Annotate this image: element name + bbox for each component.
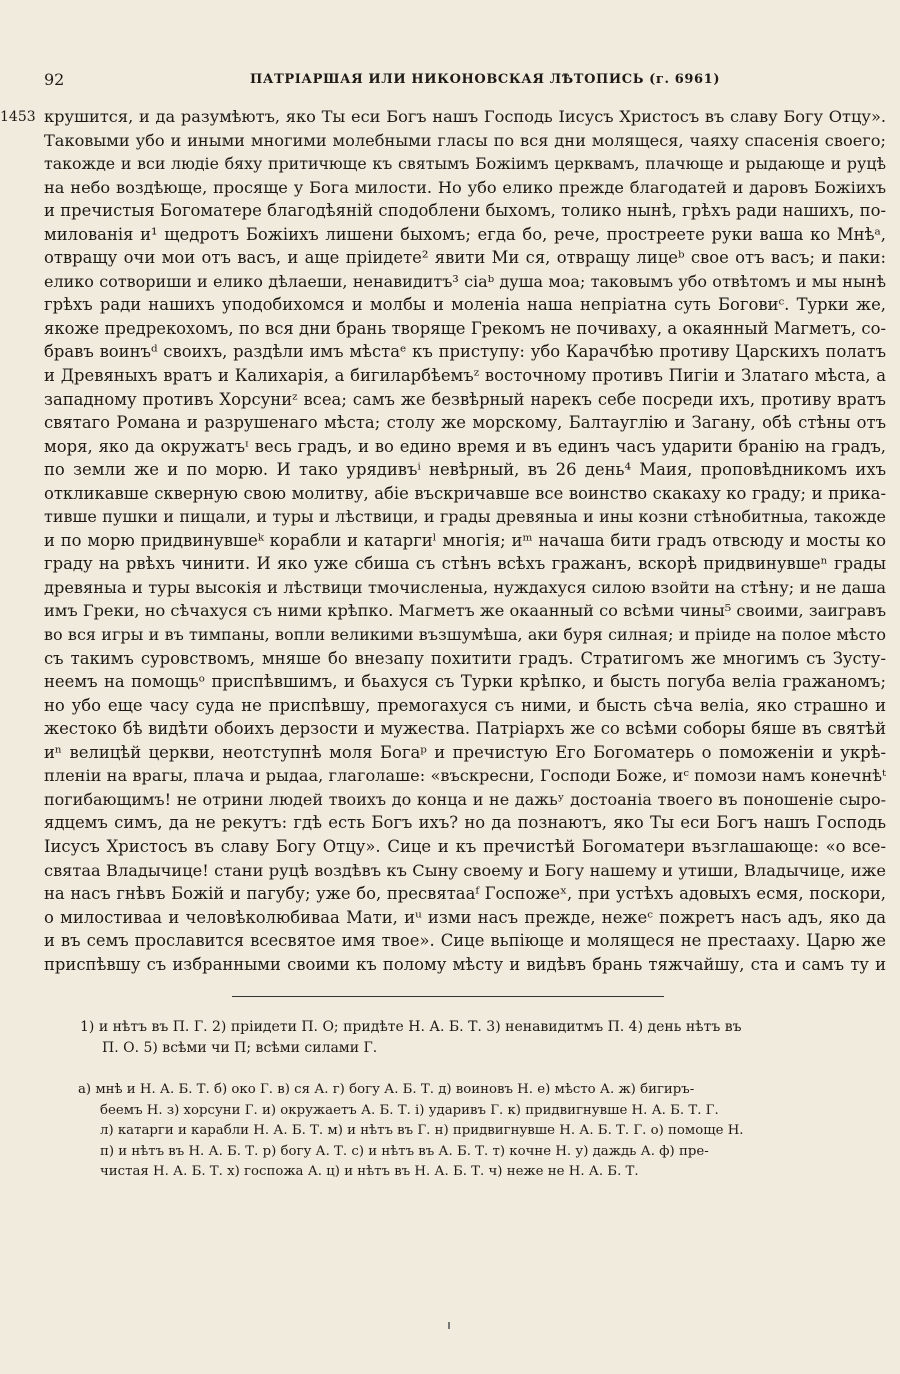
footnote-line: п) и нѣтъ въ Н. А. Б. Т. р) богу А. Т. с) и нѣтъ въ А. Б. Т. т) кочне Н. у) даждь А. ф) пре- xyxy=(100,1143,709,1159)
text-line: съ такимъ суровствомъ, мняше бо внезапу похитити градъ. Стратигомъ же многимъ съ Зусту- xyxy=(44,648,886,668)
lettered-footnotes xyxy=(78,1080,884,1183)
page-mark xyxy=(448,1322,450,1329)
footnote-divider xyxy=(232,996,664,997)
text-line: но убо еще часу суда не приспѣвшу, премогахуся съ ними, и бысть сѣча веліа, яко страшно и xyxy=(44,695,886,715)
text-line: отвращу очи мои отъ васъ, и аще пріидете² явити Ми ся, отвращу лицеᵇ свое отъ васъ; и паки: xyxy=(44,248,886,268)
text-line: неемъ на помощьᵒ приспѣвшимъ, и бьахуся съ Турки крѣпко, и бысть погуба веліа гражаномъ; xyxy=(44,672,886,692)
running-title: ПАТРІАРШАЯ ИЛИ НИКОНОВСКАЯ ЛѢТОПИСЬ (г. 6961) xyxy=(250,72,721,87)
text-line: во вся игры и въ тимпаны, вопли великими възшумѣша, аки буря силная; и пріиде на полое мѣсто xyxy=(44,625,886,645)
text-line: елико сотвориши и елико дѣлаеши, ненавидитъ³ сіаᵇ душа моа; таковымъ убо отвѣтомъ и мы нынѣ xyxy=(44,271,886,291)
text-line: откликавше скверную свою молитву, абіе въскричавше все воинство скакаху ко граду; и прика- xyxy=(44,483,886,503)
footnote-line: чистая Н. А. Б. Т. х) госпожа А. ц) и нѣтъ въ Н. А. Б. Т. ч) неже не Н. А. Б. Т. xyxy=(100,1164,639,1179)
text-line: и пречистыя Богоматере благодѣяній сподоблени быхомъ, толико нынѣ, грѣхъ ради нашихъ, по- xyxy=(44,201,886,221)
footnote-line: л) катарги и карабли Н. А. Б. Т. м) и нѣтъ въ Г. н) придвигнувше Н. А. Б. Т. Г. о) помоще Н. xyxy=(100,1123,744,1138)
text-line: Іисусъ Христосъ въ славу Богу Отцу». Сице и къ пречистѣй Богоматери възглашающе: «о все- xyxy=(44,836,886,856)
text-line: погибающимъ! не отрини людей твоихъ до конца и не дажьʸ достоаніа твоего въ поношеніе сыро- xyxy=(44,789,886,809)
text-line: западному противъ Хорсуниᶻ всеа; самъ же безвѣрный нарекъ себе посреди ихъ, противу вратъ xyxy=(44,389,886,409)
text-line: на насъ гнѣвъ Божій и пагубу; уже бо, пресвятааᶠ Госпожеˣ, при устѣхъ адовыхъ есмя, поскори, xyxy=(44,884,886,904)
text-line: милованія и¹ щедротъ Божіихъ лишени быхомъ; егда бо, рече, простреете руки ваша ко Мнѣᵃ, xyxy=(44,224,886,244)
footnote-line: а) мнѣ и Н. А. Б. Т. б) око Г. в) ся А. г) богу А. Б. Т. д) воиновъ Н. е) мѣсто А. ж) бигиръ- xyxy=(78,1082,695,1097)
footnote-line: беемъ Н. з) хорсуни Г. и) окружаетъ А. Б. Т. і) ударивъ Г. к) придвигнувше Н. А. Б. Т. Г. xyxy=(100,1102,719,1118)
page-header xyxy=(44,70,880,96)
text-line: по земли же и по морю. И тако урядивъⁱ невѣрный, въ 26 день⁴ Маия, проповѣдникомъ ихъ xyxy=(44,460,886,480)
text-line: пленіи на врагы, плача и рыдаа, глаголаше: «въскресни, Господи Боже, иᶜ помози намъ конечнѣᵗ xyxy=(44,766,886,786)
text-line: имъ Греки, но сѣчахуся съ ними крѣпко. Магметъ же окаанный со всѣми чины⁵ своими, заигравъ xyxy=(44,601,886,621)
text-line: такожде и вси людіе бяху притичюще къ святымъ Божіимъ церквамъ, плачюще и рыдающе и руцѣ xyxy=(44,154,886,174)
text-line: древяныа и туры высокія и лѣствици тмочисленыа, нуждахуся силою взойти на стѣну; и не даша xyxy=(44,577,886,597)
text-line: ядцемъ симъ, да не рекутъ: гдѣ есть Богъ ихъ? но да познаютъ, яко Ты еси Богъ нашъ Господь xyxy=(44,813,886,833)
text-line: и по морю придвинувшеᵏ корабли и катаргиˡ многія; иᵐ начаша бити градъ отвсюду и мосты ко xyxy=(44,530,886,550)
text-line: на небо воздѣюще, просяще у Бога милости. Но убо елико прежде благодатей и даровъ Божіихъ xyxy=(44,177,886,197)
text-line: приспѣвшу съ избранными своими къ полому мѣсту и видѣвъ брань тяжчайшу, ста и самъ ту и xyxy=(44,954,886,974)
text-line: Таковыми убо и иными многими молебными гласы по вся дни молящеся, чаяху спасенія своего; xyxy=(44,130,886,150)
text-line: граду на рвѣхъ чинити. И яко уже сбиша съ стѣнъ всѣхъ гражанъ, вскорѣ придвинувшеⁿ грады xyxy=(44,554,886,574)
page-number: 92 xyxy=(44,70,65,89)
text-line: святаа Владычице! стани руцѣ воздѣвъ къ Сыну своему и Богу нашему и утиши, Владычице, иже xyxy=(44,860,886,880)
text-line: жестоко бѣ видѣти обоихъ дерзости и мужества. Патріархъ же со всѣми соборы бяше въ святѣй xyxy=(44,719,886,739)
text-line: и въ семъ прославится всесвятое имя твое». Сице вьпіюще и молящеся не престааху. Царю же xyxy=(44,931,886,951)
text-line: бравъ воинъᵈ своихъ, раздѣли имъ мѣстаᵉ къ приступу: убо Карачбѣю противу Царскихъ полатъ xyxy=(44,342,886,362)
footnote-line: П. О. 5) всѣми чи П; всѣми силами Г. xyxy=(102,1040,378,1056)
footnote-line: 1) и нѣтъ въ П. Г. 2) пріидети П. О; придѣте Н. А. Б. Т. 3) ненавидитмъ П. 4) день нѣтъ въ xyxy=(80,1019,742,1035)
text-line: святаго Романа и разрушенаго мѣста; столу же морскому, Балтауглію и Загану, обѣ стѣны отъ xyxy=(44,413,886,433)
text-line: тивше пушки и пищали, и туры и лѣствици, и грады древяныа и ины козни стѣнобитныа, такожде xyxy=(44,507,886,527)
text-line: крушится, и да разумѣютъ, яко Ты еси Богъ нашъ Господь Іисусъ Христосъ въ славу Богу Отцу». xyxy=(44,107,886,126)
text-line: моря, яко да окружатъᶦ весь градъ, и во едино время и въ единъ часъ ударити бранію на градъ, xyxy=(44,436,886,456)
margin-year: 1453 xyxy=(0,109,36,125)
main-text xyxy=(44,105,886,976)
text-line: грѣхъ ради нашихъ уподобихомся и молбы и моленіа наша непріатна суть Боговиᶜ. Турки же, xyxy=(44,295,886,315)
text-line: иⁿ велицѣй церкви, неотступнѣ моля Богаᵖ и пречистую Его Богоматерь о поможеніи и укрѣ- xyxy=(44,742,886,762)
text-line: якоже предрекохомъ, по вся дни брань творяще Грекомъ не почиваху, а окаянный Магметъ, со- xyxy=(44,318,886,338)
text-line: о милостиваа и человѣколюбиваа Мати, иᵘ изми насъ прежде, нежеᶜ пожретъ насъ адъ, яко да xyxy=(44,907,886,927)
text-line: и Древяныхъ вратъ и Калихарія, а бигиларбѣемъᶻ восточному противъ Пигіи и Златаго мѣста, а xyxy=(44,366,886,386)
numbered-footnotes xyxy=(80,1017,880,1059)
